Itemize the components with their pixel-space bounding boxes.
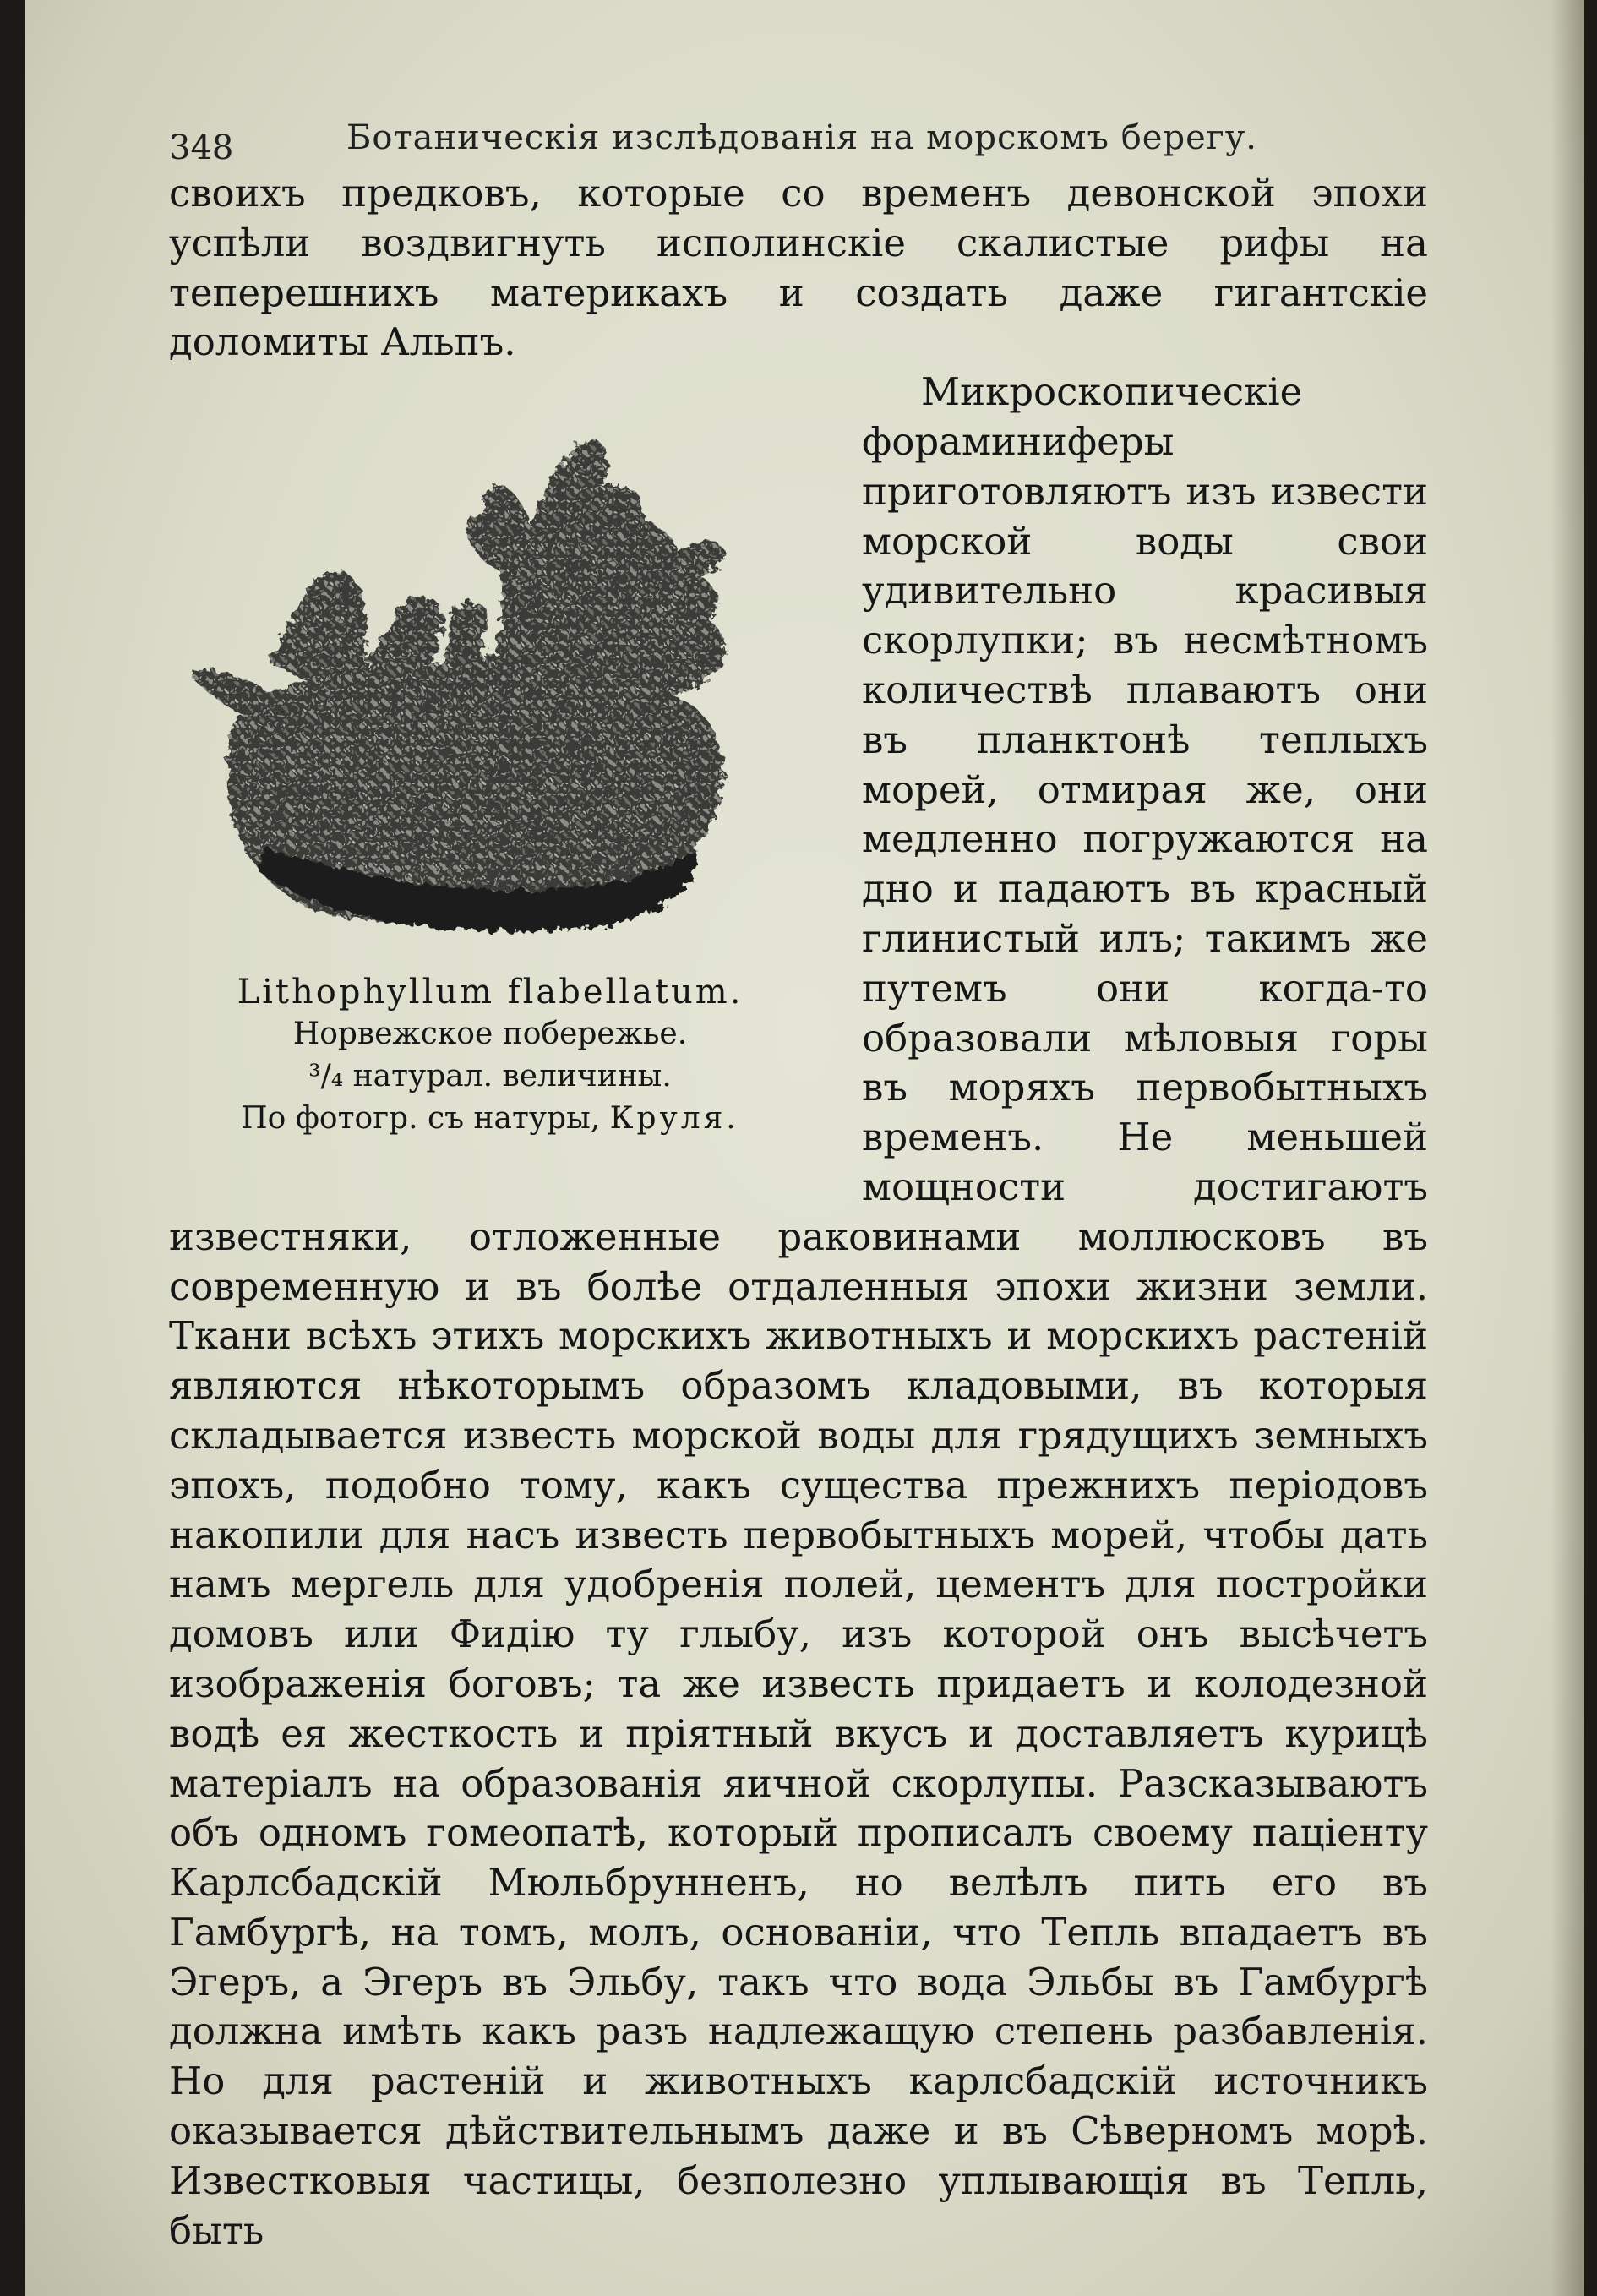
caption-source-author: Круля. (609, 1101, 739, 1137)
figure-lithophyllum (169, 368, 811, 1186)
page-number: 348 (169, 128, 234, 167)
coral-illustration (169, 427, 811, 951)
caption-source (169, 1098, 811, 1140)
paragraph-main: Микроскопическіе фораминиферы приготовляютъ изъ извести морской воды свои удивительно красивыя скорлупки; въ несмѣтномъ количествѣ плаваютъ они въ планктонѣ теплыхъ морей, отмирая же, они медленно погружаются на дно и падаютъ въ красный глинистый илъ; такимъ же путемъ они когда-то образовали мѣловыя горы въ моряхъ первобытныхъ временъ. Не меньшей мощности достигаютъ известняки, отложенные раковинами моллюсковъ въ современную и въ болѣе отдаленныя эпохи жизни земли. Ткани всѣхъ этихъ морскихъ животныхъ и морскихъ растеній являются нѣкоторымъ образомъ кладовыми, въ которыя складывается известь морской воды для грядущихъ земныхъ эпохъ, подобно тому, какъ существа прежнихъ періодовъ накопили для насъ известь первобытныхъ морей, чтобы дать намъ мергель для удобренія полей, цементъ для постройки домовъ или Фидію ту глыбу, изъ которой онъ высѣчетъ изображенія боговъ; та же известь придаетъ и колодезной водѣ ея жесткость и пріятный вкусъ и доставляетъ курицѣ матеріалъ на образованія яичной скорлупы. Разсказываютъ объ одномъ гомеопатѣ, который прописалъ своему паціенту Карлсбадскій Мюльбрунненъ, но велѣлъ пить его въ Гамбургѣ, на томъ, молъ, основаніи, что Тепль впадаетъ въ Эгеръ, а Эгеръ въ Эльбу, такъ что вода Эльбы въ Гамбургѣ должна имѣть какъ разъ надлежащую степень разбавленія. Но для растеній и животныхъ карлсбадскій источникъ оказывается дѣйствительнымъ даже и въ Сѣверномъ морѣ. Известковыя частицы, безполезно уплывающія въ Тепль, быть (169, 369, 1428, 2253)
body-text (169, 169, 1428, 2255)
figure-caption (169, 971, 811, 1140)
paragraph-continuation: своихъ предковъ, которые со временъ девонской эпохи успѣли воздвигнуть исполинскіе скалистые рифы на теперешнихъ материкахъ и создать даже гигантскіе доломиты Альпъ. (169, 171, 1428, 365)
caption-species: Lithophyllum flabellatum. (237, 973, 744, 1012)
page-header (169, 118, 1284, 169)
caption-scale: ³/₄ натурал. величины. (308, 1059, 672, 1094)
page-edge-shadow (1551, 0, 1584, 2296)
book-page (25, 0, 1584, 2296)
running-title: Ботаническія изслѣдованія на морскомъ берегу. (346, 118, 1257, 157)
caption-source-prefix: По фотогр. съ натуры, (241, 1101, 601, 1137)
caption-location: Норвежское побережье. (292, 1017, 688, 1052)
